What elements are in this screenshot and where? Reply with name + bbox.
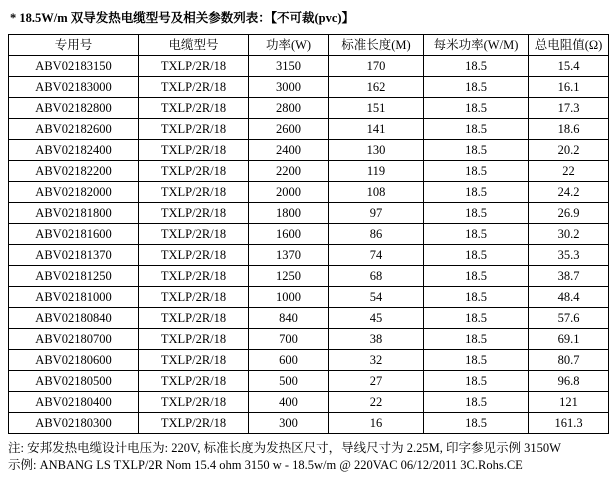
cell-standard-length: 130 [329,140,424,161]
cell-cable-model: TXLP/2R/18 [139,119,249,140]
cell-total-resistance: 48.4 [529,287,609,308]
cell-standard-length: 22 [329,392,424,413]
cell-power-per-meter: 18.5 [424,119,529,140]
column-header-cable-model: 电缆型号 [139,35,249,56]
table-row [9,413,609,434]
column-header-total-resistance: 总电阻值(Ω) [529,35,609,56]
cell-total-resistance: 22 [529,161,609,182]
cell-power-per-meter: 18.5 [424,182,529,203]
cell-power-per-meter: 18.5 [424,392,529,413]
table-row [9,329,609,350]
cell-cable-model: TXLP/2R/18 [139,350,249,371]
cell-total-resistance: 30.2 [529,224,609,245]
cell-cable-model: TXLP/2R/18 [139,140,249,161]
cell-power-per-meter: 18.5 [424,308,529,329]
cell-cable-model: TXLP/2R/18 [139,77,249,98]
cell-total-resistance: 38.7 [529,266,609,287]
cell-power: 1250 [249,266,329,287]
cell-power: 2600 [249,119,329,140]
table-row [9,308,609,329]
table-row [9,98,609,119]
table-row [9,203,609,224]
cell-power: 2000 [249,182,329,203]
cell-power: 400 [249,392,329,413]
cell-cable-model: TXLP/2R/18 [139,98,249,119]
cell-power-per-meter: 18.5 [424,245,529,266]
cell-cable-model: TXLP/2R/18 [139,245,249,266]
column-header-power: 功率(W) [249,35,329,56]
cell-product-code: ABV02183000 [9,77,139,98]
cell-power: 1370 [249,245,329,266]
cell-cable-model: TXLP/2R/18 [139,224,249,245]
cell-power: 3150 [249,56,329,77]
cell-standard-length: 151 [329,98,424,119]
column-header-standard-length: 标准长度(M) [329,35,424,56]
cell-power: 840 [249,308,329,329]
cell-product-code: ABV02182800 [9,98,139,119]
cell-product-code: ABV02181800 [9,203,139,224]
cell-total-resistance: 96.8 [529,371,609,392]
page-title: * 18.5W/m 双导发热电缆型号及相关参数列表：【不可裁(pvc)】 [10,11,355,25]
cell-standard-length: 45 [329,308,424,329]
cell-power-per-meter: 18.5 [424,56,529,77]
cell-standard-length: 119 [329,161,424,182]
cell-power: 3000 [249,77,329,98]
cell-product-code: ABV02182200 [9,161,139,182]
cell-power-per-meter: 18.5 [424,266,529,287]
cell-product-code: ABV02180840 [9,308,139,329]
note-design-voltage: 注: 安邦发热电缆设计电压为: 220V, 标准长度为发热区尺寸，导线尺寸为 2.25M, 印字参见示例 3150W [8,441,561,455]
cell-standard-length: 141 [329,119,424,140]
cell-product-code: ABV02181250 [9,266,139,287]
cell-total-resistance: 20.2 [529,140,609,161]
cell-power: 700 [249,329,329,350]
table-row [9,119,609,140]
cell-total-resistance: 17.3 [529,98,609,119]
cell-product-code: ABV02181370 [9,245,139,266]
cell-power: 300 [249,413,329,434]
table-row [9,56,609,77]
cell-standard-length: 32 [329,350,424,371]
cell-power: 2200 [249,161,329,182]
cell-power: 2400 [249,140,329,161]
table-row [9,245,609,266]
cell-total-resistance: 24.2 [529,182,609,203]
cell-power: 2800 [249,98,329,119]
cell-power-per-meter: 18.5 [424,77,529,98]
cell-standard-length: 54 [329,287,424,308]
cell-total-resistance: 80.7 [529,350,609,371]
cell-standard-length: 170 [329,56,424,77]
cell-cable-model: TXLP/2R/18 [139,266,249,287]
column-header-product-code: 专用号 [9,35,139,56]
cell-product-code: ABV02180400 [9,392,139,413]
cell-cable-model: TXLP/2R/18 [139,413,249,434]
cell-total-resistance: 57.6 [529,308,609,329]
cell-power-per-meter: 18.5 [424,371,529,392]
cell-cable-model: TXLP/2R/18 [139,161,249,182]
cell-standard-length: 68 [329,266,424,287]
cell-standard-length: 16 [329,413,424,434]
table-row [9,371,609,392]
cell-total-resistance: 161.3 [529,413,609,434]
column-header-power-per-meter: 每米功率(W/M) [424,35,529,56]
table-row [9,161,609,182]
cell-power-per-meter: 18.5 [424,350,529,371]
cell-power: 1800 [249,203,329,224]
cell-power-per-meter: 18.5 [424,224,529,245]
cell-power-per-meter: 18.5 [424,329,529,350]
cell-product-code: ABV02183150 [9,56,139,77]
cell-power-per-meter: 18.5 [424,98,529,119]
cell-power-per-meter: 18.5 [424,140,529,161]
cell-product-code: ABV02180500 [9,371,139,392]
cell-power: 600 [249,350,329,371]
cell-total-resistance: 16.1 [529,77,609,98]
cell-cable-model: TXLP/2R/18 [139,56,249,77]
cell-standard-length: 74 [329,245,424,266]
cell-total-resistance: 121 [529,392,609,413]
notes-block [8,440,608,474]
cell-total-resistance: 18.6 [529,119,609,140]
cell-product-code: ABV02182400 [9,140,139,161]
cell-product-code: ABV02180300 [9,413,139,434]
cell-cable-model: TXLP/2R/18 [139,203,249,224]
cell-standard-length: 86 [329,224,424,245]
cell-cable-model: TXLP/2R/18 [139,371,249,392]
table-row [9,266,609,287]
table-row [9,140,609,161]
cell-cable-model: TXLP/2R/18 [139,308,249,329]
cell-product-code: ABV02182600 [9,119,139,140]
table-row [9,287,609,308]
cell-cable-model: TXLP/2R/18 [139,182,249,203]
cell-cable-model: TXLP/2R/18 [139,392,249,413]
note-printing-example: 示例: ANBANG LS TXLP/2R Nom 15.4 ohm 3150 w - 18.5w/m @ 220VAC 06/12/2011 3C.Rohs.CE [8,458,523,472]
cell-power: 500 [249,371,329,392]
cell-standard-length: 162 [329,77,424,98]
cell-power-per-meter: 18.5 [424,161,529,182]
table-row [9,224,609,245]
cell-total-resistance: 35.3 [529,245,609,266]
cell-product-code: ABV02180700 [9,329,139,350]
cell-product-code: ABV02181600 [9,224,139,245]
cell-power: 1600 [249,224,329,245]
cell-power-per-meter: 18.5 [424,203,529,224]
cell-standard-length: 108 [329,182,424,203]
table-row [9,350,609,371]
cell-standard-length: 38 [329,329,424,350]
cell-product-code: ABV02181000 [9,287,139,308]
cell-total-resistance: 69.1 [529,329,609,350]
cell-power-per-meter: 18.5 [424,413,529,434]
cell-product-code: ABV02180600 [9,350,139,371]
table-row [9,77,609,98]
table-header-row [9,35,609,56]
cell-cable-model: TXLP/2R/18 [139,329,249,350]
table-row [9,392,609,413]
cell-power-per-meter: 18.5 [424,287,529,308]
cell-standard-length: 27 [329,371,424,392]
cell-total-resistance: 15.4 [529,56,609,77]
cell-power: 1000 [249,287,329,308]
cell-standard-length: 97 [329,203,424,224]
cell-product-code: ABV02182000 [9,182,139,203]
table-row [9,182,609,203]
cell-cable-model: TXLP/2R/18 [139,287,249,308]
cell-total-resistance: 26.9 [529,203,609,224]
cable-spec-table [8,34,609,434]
